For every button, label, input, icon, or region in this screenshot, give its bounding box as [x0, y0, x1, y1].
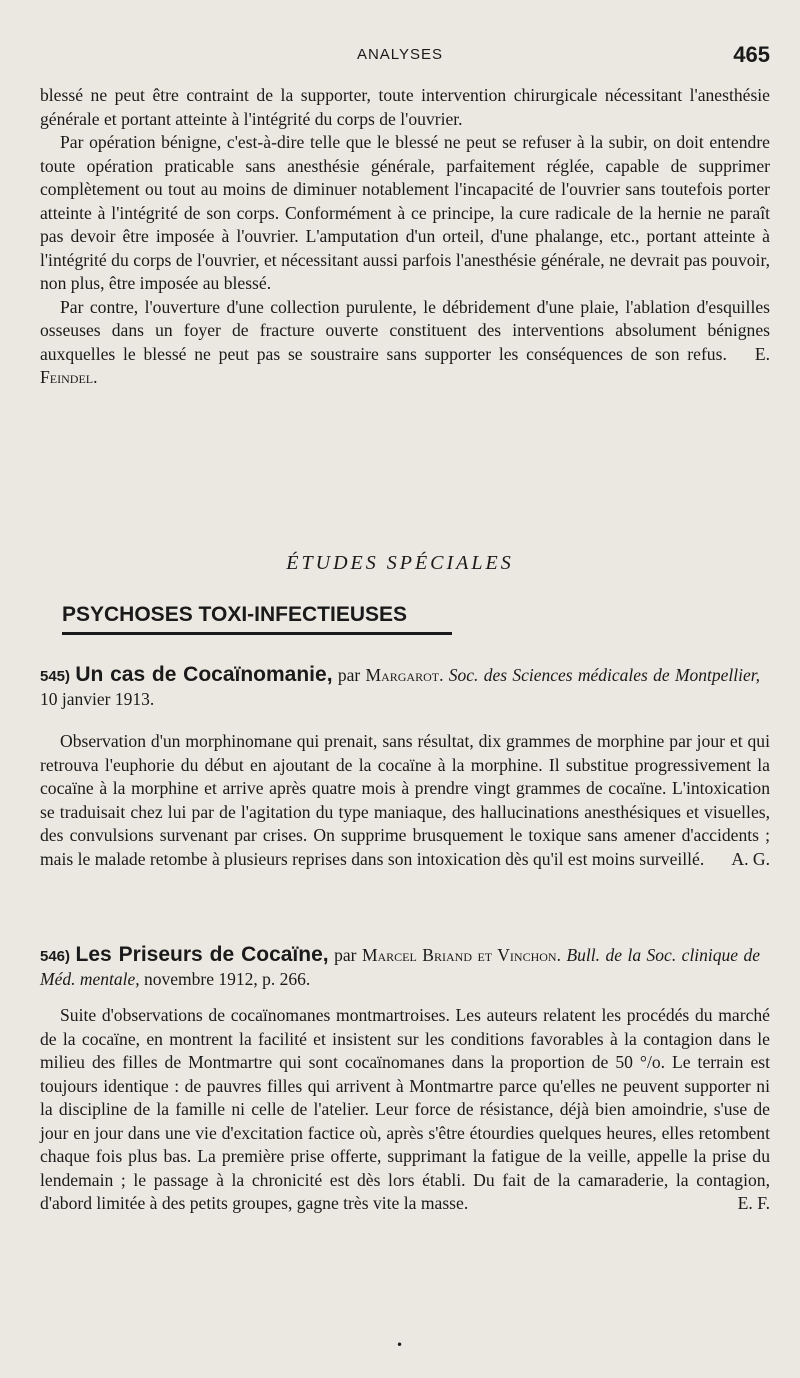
entry-body	[40, 1004, 770, 1216]
entry-by: par	[337, 665, 361, 685]
entry-heading	[40, 664, 760, 710]
entry-by: par	[334, 945, 357, 965]
entry-date: novembre 1912, p. 266.	[144, 969, 311, 989]
continued-article	[40, 84, 770, 390]
section-title: ÉTUDES SPÉCIALES	[286, 552, 514, 574]
paragraph: Par opération bénigne, c'est-à-dire telle que le blessé ne peut se refuser à la subir, on doit entendre toute opération praticable sans anesthésie générale, parfaitement réglée, capable de supprimer complètement ou tout au moins de diminuer notablement l'incapacité de l'ouvrier sans toutefois porter atteinte à l'intégrité de son corps. Conformément à ce principe, la cure radicale de la hernie ne paraît pas devoir être imposée à l'ouvrier. L'amputation d'un orteil, d'une phalange, etc., portant atteinte à l'intégrité du corps de l'ouvrier, et nécessitant aussi parfois l'anesthésie générale, ne devrait pas pouvoir, non plus, être imposée au blessé.	[40, 132, 770, 293]
entry-author: Marcel Briand et Vinchon.	[361, 945, 561, 965]
paragraph-text: Par contre, l'ouverture d'une collection purulente, le débridement d'une plaie, l'ablation d'esquilles osseuses dans un foyer de fracture ouverte constituent des interventions absolument bénignes auxquelles le blessé ne peut pas se soustraire sans supporter les conséquences de son refus.	[40, 296, 770, 364]
paragraph-text: Suite d'observations de cocaïnomanes montmartroises. Les auteurs relatent les procédés du marché de la cocaïne, en montrent la facilité et insistent sur les conditions favorables à la contagion dans le milieu des filles de Montmartre qui sont cocaïnomanes dans la proportion de 50 °/o. Le terrain est toujours identique : de pauvres filles qui arrivent à Montmartre parce qu'elles ne peuvent supporter ni la discipline de la famille ni celle de l'atelier. Leur force de résistance, déjà bien amoindrie, s'use de jour en jour dans une vie d'excitation factice où, après s'être étourdies quelques heures, elles retombent chaque fois plus bas. La première prise offerte, supprimant la fatigue de la veille, appelle la prise du lendemain ; le passage à la chronicité est dès lors établi. Du fait de la camaraderie, la contagion, d'abord limitée à des petits groupes, gagne très vite la masse.	[40, 1005, 770, 1213]
entry-title: Un cas de Cocaïnomanie,	[75, 663, 333, 686]
entry-journal: Soc. des Sciences médicales de Montpellier,	[448, 665, 761, 685]
paragraph-text: Observation d'un morphinomane qui prenait, sans résultat, dix grammes de morphine par jour et qui retrouva l'euphorie du début en ajoutant de la cocaïne à la morphine. Il substitue progressivement la cocaïne à la morphine et arrive après quatre mois à prendre vingt grammes de cocaïne. L'intoxication se traduisait chez lui par de l'agitation du type maniaque, des hallucinations anesthésiques et visuelles, des convulsions survenant par crises. On supprime brusquement le toxique sans amener d'accidents ; mais le malade retombe à plusieurs reprises dans son intoxication dès qu'il est moins surveillé.	[40, 731, 770, 869]
paragraph	[40, 730, 770, 871]
entry-author: Margarot.	[365, 665, 444, 685]
entry-body	[40, 730, 770, 871]
subsection-title: PSYCHOSES TOXI-INFECTIEUSES	[62, 603, 408, 626]
entry-number: 546)	[40, 948, 71, 965]
entry-title: Les Priseurs de Cocaïne,	[75, 943, 329, 966]
author-signature: E. Feindel.	[40, 343, 770, 387]
entry-heading	[40, 944, 760, 990]
running-title: ANALYSES	[356, 46, 444, 63]
running-header	[0, 42, 800, 70]
subsection-underline	[62, 632, 452, 635]
page-mark: •	[396, 1338, 404, 1352]
entry-signature: A. G.	[731, 848, 770, 869]
entry-number: 545)	[40, 668, 71, 685]
entry-signature: E. F.	[737, 1193, 770, 1213]
paragraph	[40, 296, 770, 390]
paragraph	[40, 1004, 770, 1216]
entry-journal: Bull. de la Soc. clinique de Méd. mentale,	[40, 945, 761, 989]
page-number: 465	[733, 42, 770, 67]
paragraph: blessé ne peut être contraint de la supporter, toute intervention chirurgicale nécessitant l'anesthésie générale et portant atteinte à l'intégrité du corps de l'ouvrier.	[40, 85, 770, 129]
entry-date: 10 janvier 1913.	[40, 689, 155, 709]
